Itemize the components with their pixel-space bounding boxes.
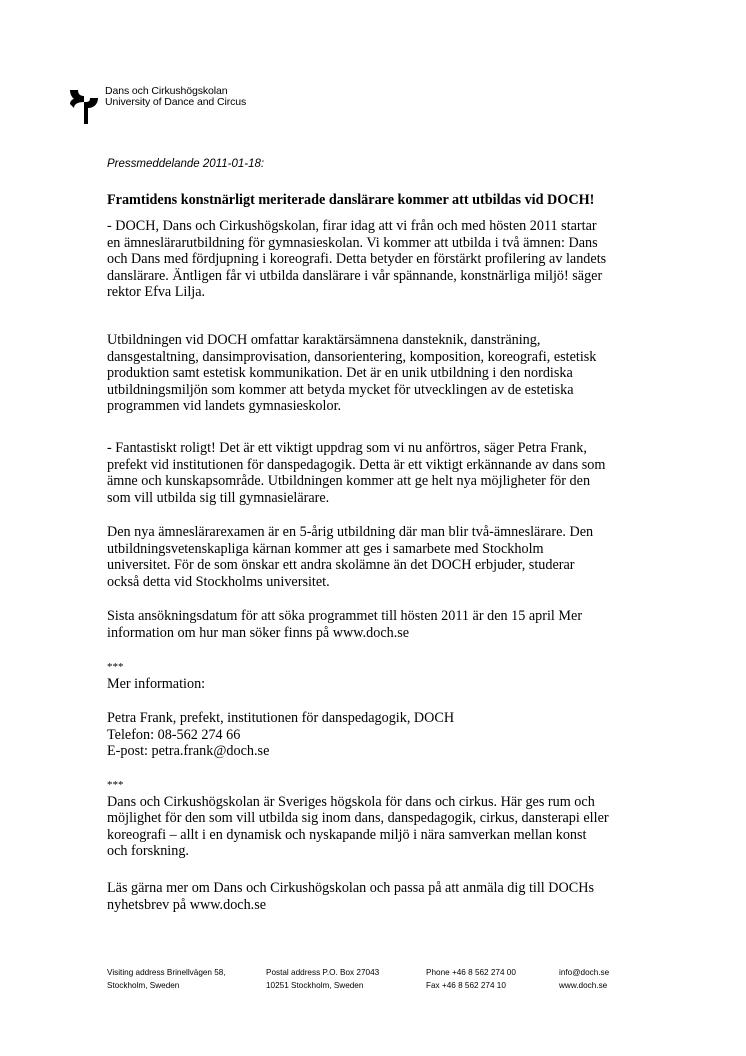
doch-logo-mark-icon <box>68 80 100 126</box>
contact-email: E-post: petra.frank@doch.se <box>107 743 270 760</box>
text-line: nyhetsbrev på www.doch.se <box>107 896 267 913</box>
footer-line: www.doch.se <box>559 981 608 990</box>
contact-name: Petra Frank, prefekt, institutionen för danspedagogik, DOCH <box>107 710 455 726</box>
press-release-date: Pressmeddelande 2011-01-18: <box>107 158 265 170</box>
text-line: dansgestaltning, dansimprovisation, dansorientering, komposition, koreografi, estetisk <box>107 348 597 365</box>
text-line: koreografi – allt i en dynamisk och nyskapande miljö i nära samverkan mellan konst <box>107 826 587 843</box>
text-line: - DOCH, Dans och Cirkushögskolan, firar idag att vi från och med hösten 2011 startar <box>107 218 597 234</box>
footer-line: Stockholm, Sweden <box>107 981 180 990</box>
text-line: programmen vid landets gymnasieskolor. <box>107 398 342 415</box>
text-line: och forskning. <box>107 843 189 860</box>
text-line: ämne och kunskapsområde. Utbildningen kommer att ge helt nya möjligheter för den <box>107 473 591 490</box>
footer-email-web <box>559 966 609 992</box>
logo-line-2: University of Dance and Circus <box>105 96 247 108</box>
text-line: också detta vid Stockholms universitet. <box>107 573 330 590</box>
text-line: Sista ansökningsdatum för att söka programmet till hösten 2011 är den 15 april Mer <box>107 608 583 624</box>
footer-line: Visiting address Brinellvägen 58, <box>107 968 226 977</box>
text-line: universitet. För de som önskar ett andra skolämne än det DOCH erbjuder, studerar <box>107 557 575 574</box>
logo-line-1: Dans och Cirkushögskolan <box>105 85 228 97</box>
contact-block <box>107 710 647 760</box>
paragraph-exam <box>107 524 647 590</box>
separator-stars: *** <box>107 779 124 791</box>
footer-phone-fax <box>426 966 516 992</box>
footer-line: 10251 Stockholm, Sweden <box>266 981 364 990</box>
paragraph-about <box>107 777 647 860</box>
text-line: rektor Efva Lilja. <box>107 284 206 301</box>
text-line: en ämneslärarutbildning för gymnasieskolan. Vi kommer att utbilda i två ämnen: Dans <box>107 234 598 251</box>
text-line: Läs gärna mer om Dans och Cirkushögskolan och passa på att anmäla dig till DOCHs <box>107 880 595 896</box>
text-line: danslärare. Äntligen får vi utbilda danslärare i vår spännande, konstnärliga miljö! säger <box>107 267 603 284</box>
contact-phone: Telefon: 08-562 274 66 <box>107 726 241 743</box>
text-line: information om hur man söker finns på www.doch.se <box>107 624 410 641</box>
doch-logo <box>68 80 288 126</box>
text-line: - Fantastiskt roligt! Det är ett viktigt uppdrag som vi nu anförtros, säger Petra Frank, <box>107 440 587 456</box>
text-line: produktion samt estetisk kommunikation. Det är en unik utbildning i den nordiska <box>107 365 573 382</box>
paragraph-intro <box>107 218 647 301</box>
footer-line: info@doch.se <box>559 968 610 977</box>
separator-stars: *** <box>107 661 124 673</box>
paragraph-quote <box>107 440 647 506</box>
text-line: Utbildningen vid DOCH omfattar karaktärsämnena dansteknik, dansträning, <box>107 332 541 348</box>
footer-visiting-address <box>107 966 226 992</box>
more-info-heading <box>107 659 647 692</box>
footer-line: Phone +46 8 562 274 00 <box>426 968 516 977</box>
text-line: utbildningsvetenskapliga kärnan kommer att ges i samarbete med Stockholm <box>107 540 544 557</box>
paragraph-program <box>107 332 647 415</box>
footer-line: Fax +46 8 562 274 10 <box>426 981 506 990</box>
text-line: och Dans med fördjupning i koreografi. Detta betyder en förstärkt profilering av landets <box>107 251 607 268</box>
paragraph-deadline <box>107 608 647 641</box>
footer-postal-address <box>266 966 379 992</box>
text-line: prefekt vid institutionen för danspedagogik. Detta är ett viktigt erkännande av dans som <box>107 456 606 473</box>
text-line: Den nya ämneslärarexamen är en 5-årig utbildning där man blir två-ämneslärare. Den <box>107 524 594 540</box>
text-line: Mer information: <box>107 675 206 692</box>
paragraph-newsletter <box>107 880 647 913</box>
text-line: Dans och Cirkushögskolan är Sveriges högskola för dans och cirkus. Här ges rum och <box>107 793 595 810</box>
text-line: utbildningsmiljön som kommer att betyda mycket för utvecklingen av de estetiska <box>107 381 574 398</box>
text-line: som vill utbilda sig till gymnasielärare. <box>107 489 330 506</box>
text-line: möjlighet för den som vill utbilda sig inom dans, danspedagogik, cirkus, dansterapi eller <box>107 810 609 827</box>
headline: Framtidens konstnärligt meriterade danslärare kommer att utbildas vid DOCH! <box>107 192 595 208</box>
footer-line: Postal address P.O. Box 27043 <box>266 968 380 977</box>
